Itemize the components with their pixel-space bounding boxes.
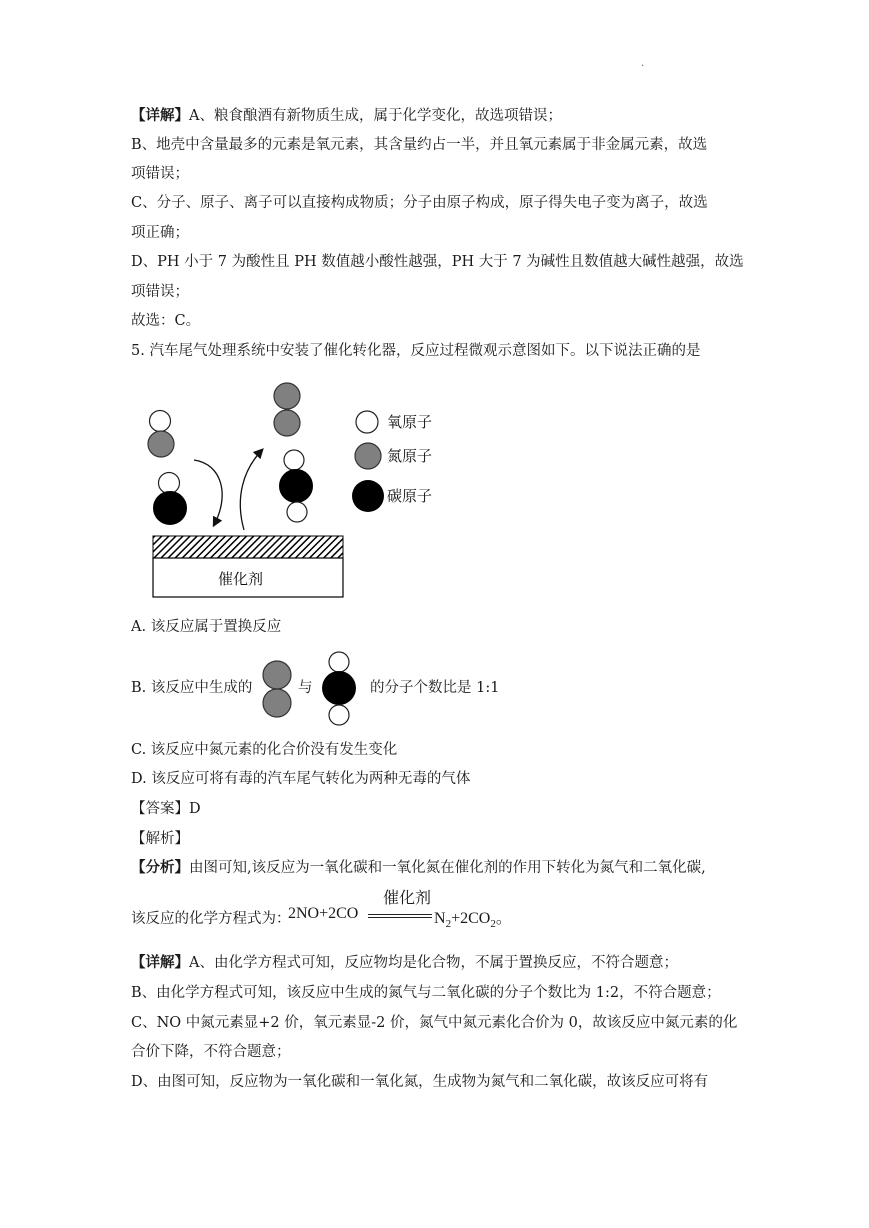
analysis-line — [131, 858, 706, 878]
paragraph-line: 故选：C。 — [131, 313, 201, 329]
legend-carbon-label: 碳原子 — [387, 487, 433, 505]
legend-oxygen-icon — [356, 411, 378, 433]
catalyst-label: 催化剂 — [218, 570, 264, 588]
nitrogen-atom — [148, 431, 174, 457]
co2-molecule-icon — [319, 649, 359, 729]
option-b-middle: 与 — [298, 680, 313, 696]
chemical-equation — [131, 887, 651, 931]
detail-line: C、NO 中氮元素显+2 价，氧元素显-2 价，氮气中氮元素化合价为 0，故该反应中氮元素的化 — [131, 1015, 738, 1031]
detail-tag: 【详解】 — [131, 954, 189, 971]
analysis-tag: 【分析】 — [131, 859, 189, 876]
option-d: D. 该反应可将有毒的汽车尾气转化为两种无毒的气体 — [131, 771, 471, 787]
detail-tag: 【详解】 — [131, 107, 189, 124]
carbon-atom — [154, 492, 187, 525]
answer: 【答案】D — [131, 801, 201, 817]
paragraph-line: D、PH 小于 7 为酸性且 PH 数值越小酸性越强，PH 大于 7 为碱性且数值越大碱性越强，故选 — [131, 254, 744, 270]
detail-line — [131, 953, 678, 973]
nitrogen-atom — [274, 410, 300, 436]
equation-intro: 该反应的化学方程式为： — [131, 911, 291, 927]
line-text: A、粮食酿酒有新物质生成，属于化学变化，故选项错误； — [189, 108, 562, 124]
legend-oxygen-label: 氧原子 — [387, 413, 433, 431]
paragraph-line: 项错误； — [131, 284, 189, 300]
nitrogen-atom — [274, 383, 300, 409]
detail-line: 合价下降，不符合题意； — [131, 1044, 291, 1060]
legend-nitrogen-icon — [355, 443, 381, 469]
outgoing-arrow — [240, 450, 262, 530]
equation-product: $N_2+2CO_2$。 — [434, 910, 512, 931]
option-b-suffix: 的分子个数比是 1:1 — [370, 680, 500, 696]
oxygen-atom — [287, 502, 307, 522]
option-b — [131, 654, 591, 730]
legend-nitrogen-label: 氮原子 — [387, 447, 433, 465]
catalyst-hatch — [153, 536, 343, 558]
detail-text: A、由化学方程式可知，反应物均是化合物，不属于置换反应，不符合题意； — [189, 955, 678, 971]
option-c: C. 该反应中氮元素的化合价没有发生变化 — [131, 742, 398, 758]
header-mark: . — [641, 58, 645, 69]
equation-bar — [368, 917, 432, 918]
legend-carbon-icon — [352, 480, 384, 512]
option-b-prefix: B. 该反应中生成的 — [131, 680, 253, 696]
oxygen-atom — [150, 411, 171, 432]
paragraph-line — [131, 106, 562, 126]
incoming-arrow — [194, 460, 222, 525]
oxygen-atom — [284, 450, 304, 470]
detail-line: B、由化学方程式可知，该反应中生成的氮气与二氧化碳的分子个数比为 1:2，不符合题意； — [131, 985, 721, 1001]
question-stem: 5. 汽车尾气处理系统中安装了催化转化器，反应过程微观示意图如下。以下说法正确的是 — [131, 343, 701, 359]
oxygen-atom — [159, 473, 180, 494]
paragraph-line: C、分子、原子、离子可以直接构成物质；分子由原子构成，原子得失电子变为离子，故选 — [131, 195, 708, 211]
paragraph-line: 项正确； — [131, 225, 189, 241]
analysis-heading: 【解析】 — [131, 831, 189, 847]
equation-reactants: 2NO+2CO — [288, 905, 359, 922]
analysis-text: 由图可知,该反应为一氧化碳和一氧化氮在催化剂的作用下转化为氮气和二氧化碳, — [189, 860, 706, 876]
detail-line: D、由图可知，反应物为一氧化碳和一氧化氮，生成物为氮气和二氧化碳，故该反应可将有 — [131, 1074, 709, 1090]
option-a: A. 该反应属于置换反应 — [131, 619, 282, 635]
paragraph-line: B、地壳中含量最多的元素是氧元素，其含量约占一半，并且氧元素属于非金属元素，故选 — [131, 137, 708, 153]
equation-condition: 催化剂 — [383, 888, 432, 907]
carbon-atom — [280, 470, 313, 503]
paragraph-line: 项错误； — [131, 166, 189, 182]
reaction-diagram — [140, 380, 460, 605]
equation-bar — [368, 914, 432, 915]
n2-molecule-icon — [259, 658, 295, 718]
